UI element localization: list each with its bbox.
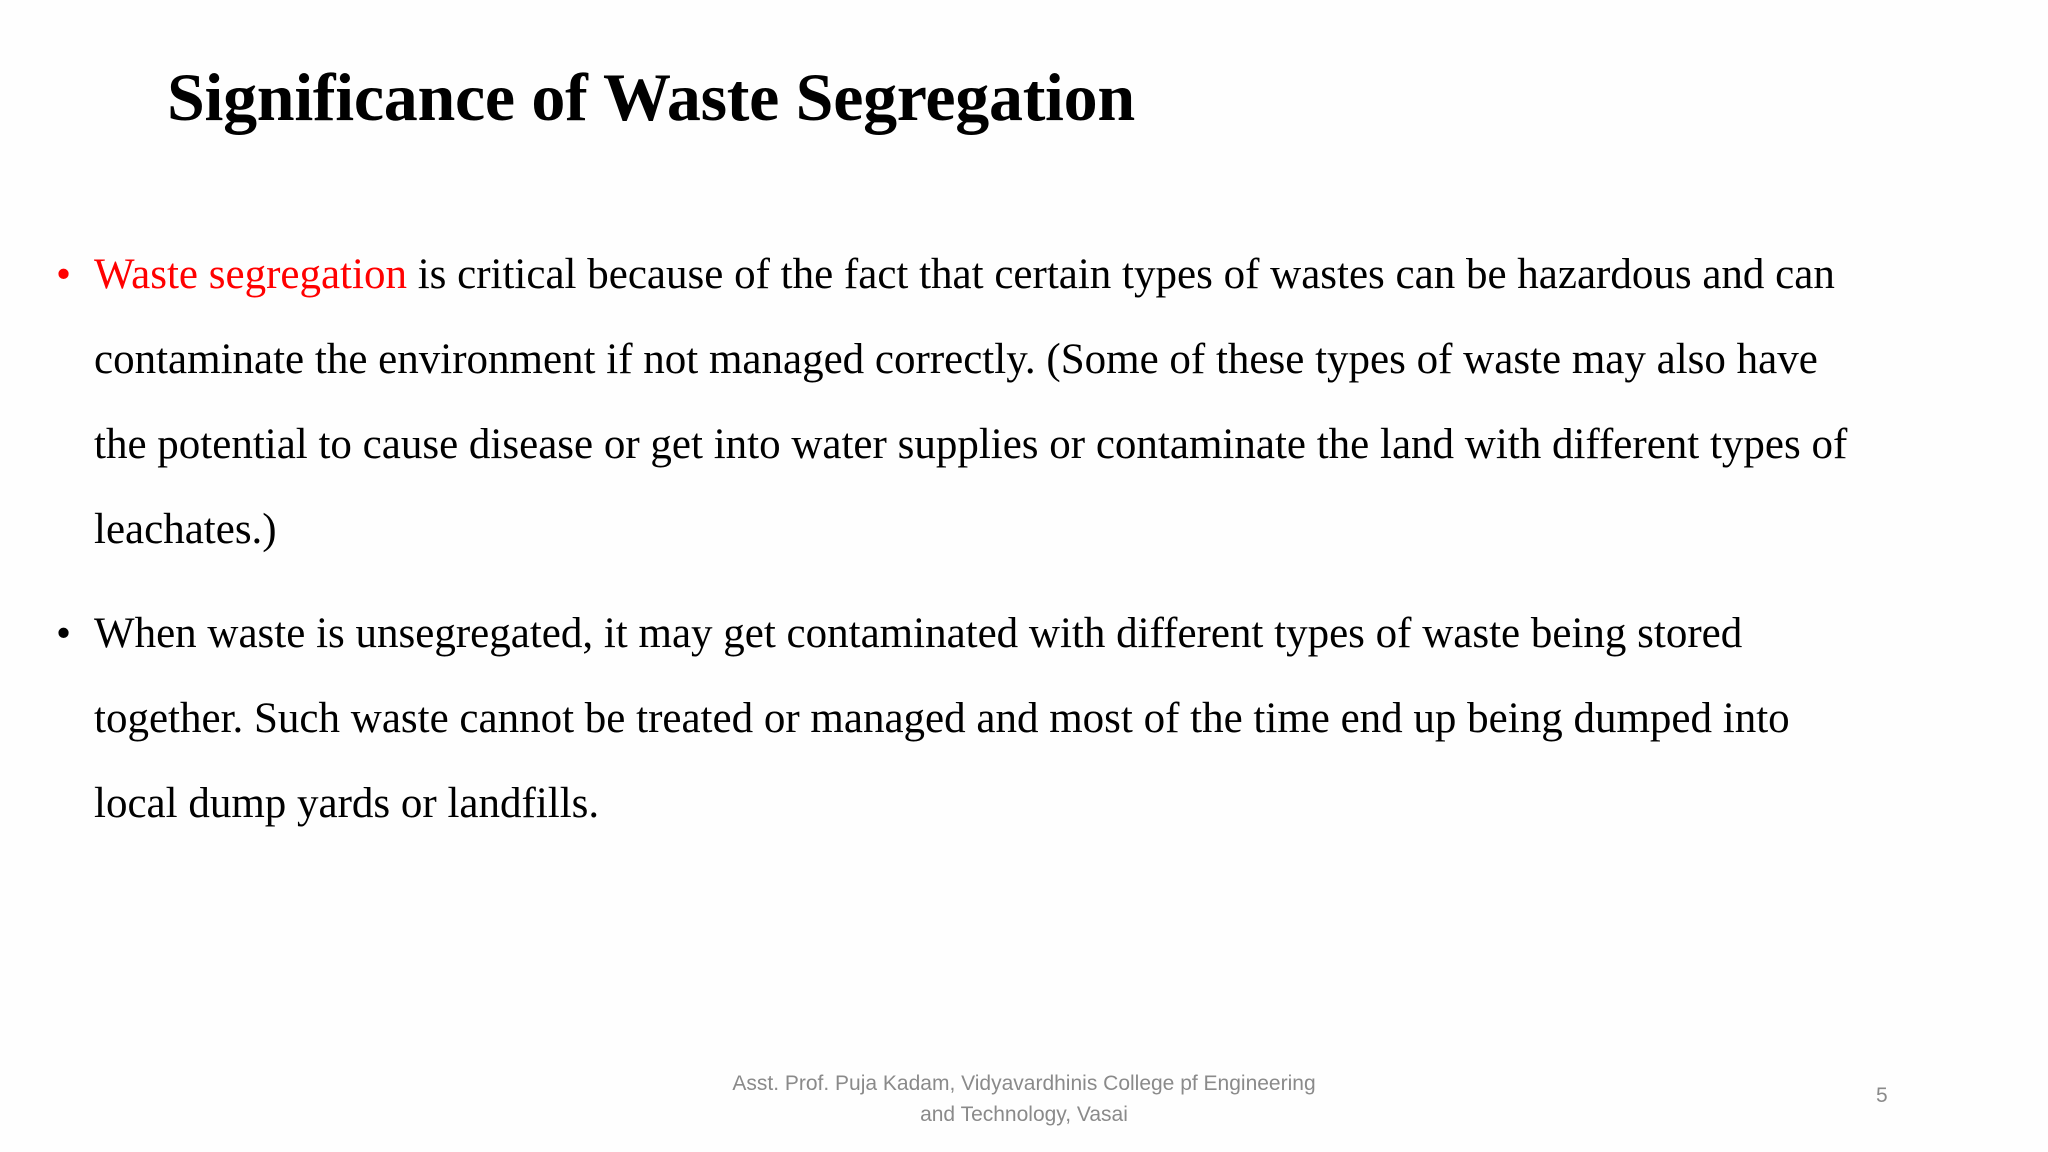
bullet-line: leachates.) [94,506,277,553]
bullet-line [94,232,1847,317]
footer-line: Asst. Prof. Puja Kadam, Vidyavardhinis College pf Engineering [732,1072,1316,1095]
bullet-icon: • [56,251,72,298]
bullet-line: together. Such waste cannot be treated or managed and most of the time end up being dumped into [94,695,1790,742]
bullet-line: contaminate the environment if not managed correctly. (Some of these types of waste may also have [94,336,1818,383]
slide-footer [624,1068,1424,1130]
slide-title: Significance of Waste Segregation [167,59,1135,135]
bullet-item [56,232,1848,572]
bullet-line: the potential to cause disease or get into water supplies or contaminate the land with different types of [94,421,1848,468]
bullet-line: When waste is unsegregated, it may get contaminated with different types of waste being stored [94,610,1743,657]
bullet-icon: • [56,610,72,657]
bullet-line: local dump yards or landfills. [94,780,600,827]
highlight-text: Waste segregation [94,251,407,298]
bullet-text: is critical because of the fact that certain types of wastes can be hazardous and can [406,251,1835,298]
bullet-item [56,591,1790,846]
footer-line: and Technology, Vasai [920,1103,1128,1126]
page-number: 5 [1876,1084,1888,1107]
